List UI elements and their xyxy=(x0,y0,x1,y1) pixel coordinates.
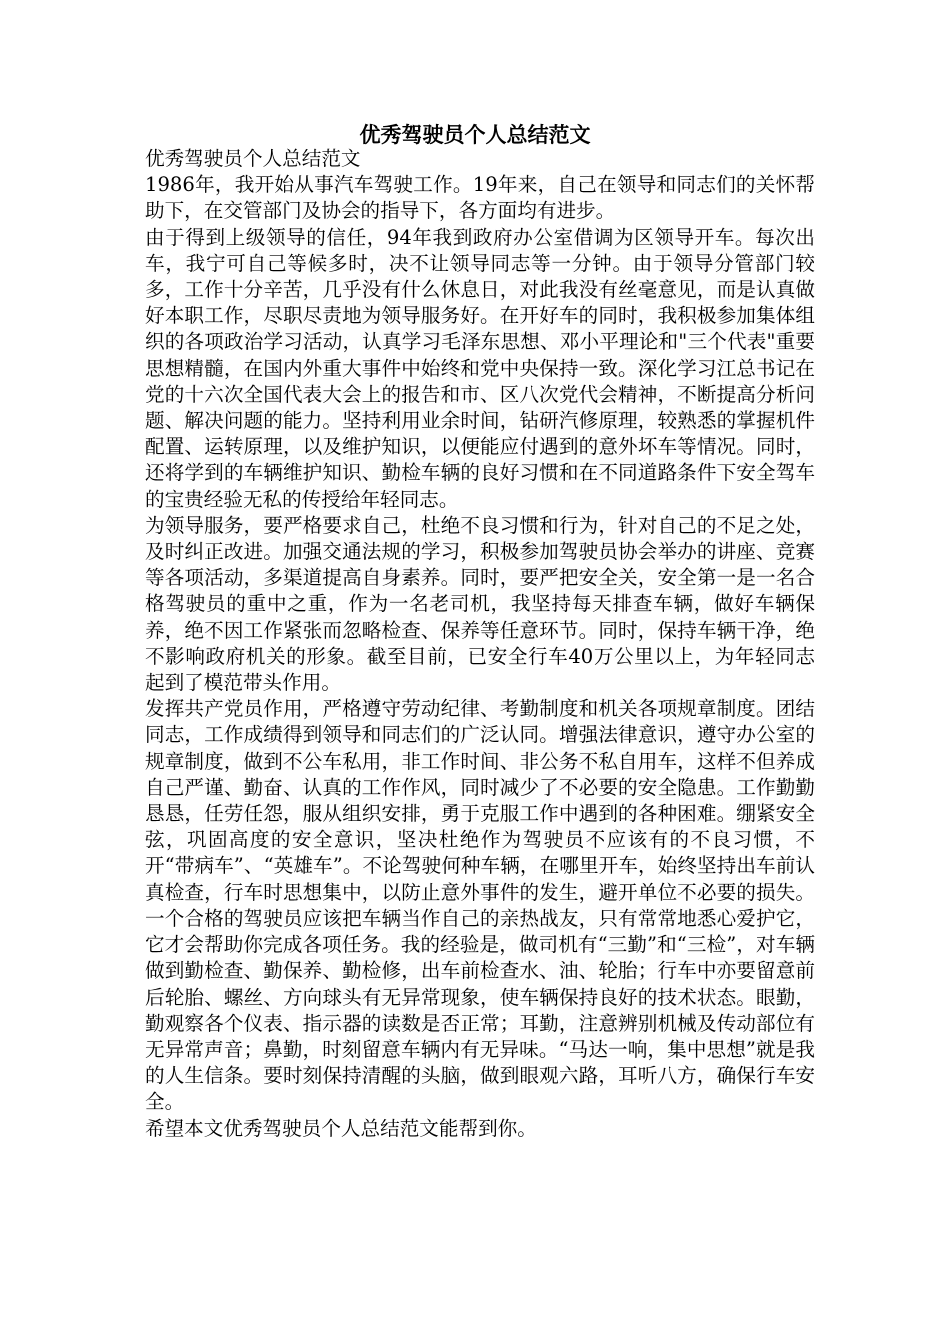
document-title: 优秀驾驶员个人总结范文 xyxy=(359,123,591,147)
paragraph-service: 由于得到上级领导的信任，94年我到政府办公室借调为区领导开车。每次出车，我宁可自己等候多时，决不让领导同志等一分钟。由于领导分管部门较多，工作十分辛苦，几乎没有什么休息日，对此我没有丝毫意见，而是认真做好本职工作，尽职尽责地为领导服务好。在开好车的同时，我积极参加集体组织的各项政治学习活动，认真学习毛泽东思想、邓小平理论和"三个代表"重要思想精髓，在国内外重大事件中始终和党中央保持一致。深化学习江总书记在党的十六次全国代表大会上的报告和市、区八次党代会精神，不断提高分析问题、解决问题的能力。坚持利用业余时间，钻研汽修原理，较熟悉的掌握机件配置、运转原理，以及维护知识，以便能应付遇到的意外坏车等情况。同时，还将学到的车辆维护知识、勤检车辆的良好习惯和在不同道路条件下安全驾车的宝贵经验无私的传授给年轻同志。 xyxy=(145,225,815,511)
document-body xyxy=(145,146,815,1142)
paragraph-closing: 希望本文优秀驾驶员个人总结范文能帮到你。 xyxy=(145,1116,537,1140)
paragraph-self-discipline: 为领导服务，要严格要求自己，杜绝不良习惯和行为，针对自己的不足之处，及时纠正改进。加强交通法规的学习，积极参加驾驶员协会举办的讲座、竞赛等各项活动，多渠道提高自身素养。同时，要严把安全关，安全第一是一名合格驾驶员的重中之重，作为一名老司机，我坚持每天排查车辆，做好车辆保养，绝不因工作紧张而忽略检查、保养等任意环节。同时，保持车辆干净，绝不影响政府机关的形象。截至目前，已安全行车40万公里以上，为年轻同志起到了模范带头作用。 xyxy=(145,513,815,695)
paragraph-subtitle: 优秀驾驶员个人总结范文 xyxy=(145,147,361,170)
paragraph-party-member: 发挥共产党员作用，严格遵守劳动纪律、考勤制度和机关各项规章制度。团结同志，工作成绩得到领导和同志们的广泛认同。增强法律意识，遵守办公室的规章制度，做到不公车私用，非工作时间、非公务不私自用车，这样不但养成自己严谨、勤奋、认真的工作作风，同时减少了不必要的安全隐患。工作勤勤恳恳，任劳任怨，服从组织安排，勇于克服工作中遇到的各种困难。绷紧安全弦，巩固高度的安全意识，坚决杜绝作为驾驶员不应该有的不良习惯，不开“带病车”、“英雄车”。不论驾驶何种车辆，在哪里开车，始终坚持出车前认真检查，行车时思想集中，以防止意外事件的发生，避开单位不必要的损失。一个合格的驾驶员应该把车辆当作自己的亲热战友，只有常常地悉心爱护它，它才会帮助你完成各项任务。我的经验是，做司机有“三勤”和“三检”，对车辆做到勤检查、勤保养、勤检修，出车前检查水、油、轮胎；行车中亦要留意前后轮胎、螺丝、方向球头有无异常现象，使车辆保持良好的技术状态。眼勤，勤观察各个仪表、指示器的读数是否正常；耳勤，注意辨别机械及传动部位有无异常声音；鼻勤，时刻留意车辆内有无异味。“马达一响，集中思想”就是我的人生信条。要时刻保持清醒的头脑，做到眼观六路，耳听八方，确保行车安全。 xyxy=(145,697,815,1114)
paragraph-intro: 1986年，我开始从事汽车驾驶工作。19年来，自己在领导和同志们的关怀帮助下，在交管部门及协会的指导下，各方面均有进步。 xyxy=(145,173,815,223)
